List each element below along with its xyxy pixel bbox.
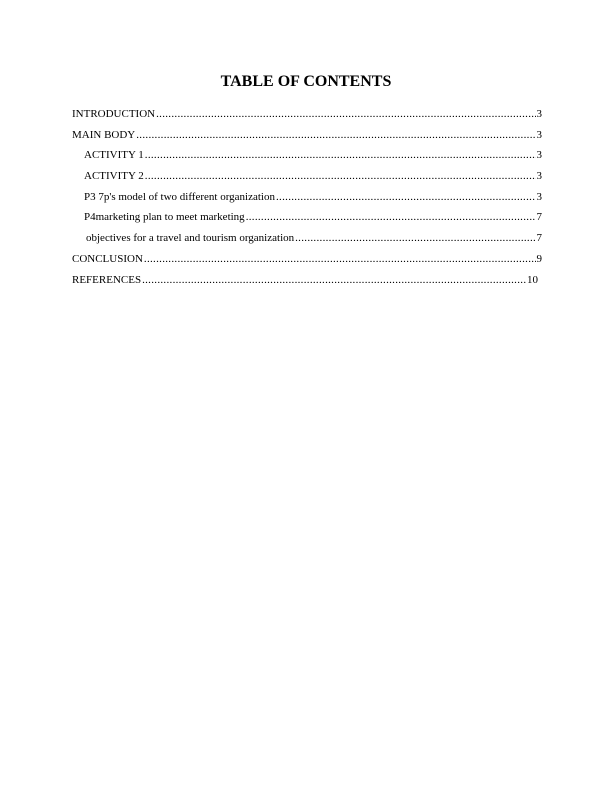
toc-entry-label: objectives for a travel and tourism organization (86, 232, 295, 245)
toc-entry-introduction[interactable] (72, 104, 542, 125)
toc-entry-label: P3 7p's model of two different organization (84, 190, 275, 203)
toc-page-number: 10 (527, 273, 538, 286)
toc-dot-leader (136, 125, 535, 146)
toc-entry-p4[interactable] (72, 207, 542, 228)
toc-dot-leader (145, 145, 536, 166)
toc-entry-main-body[interactable] (72, 125, 542, 146)
toc-entry-objectives[interactable] (72, 228, 542, 249)
toc-dot-leader (295, 228, 535, 249)
toc-page-number: 7 (536, 211, 542, 224)
toc-dot-leader (246, 207, 536, 228)
toc-page-number: 7 (536, 232, 542, 245)
toc-entry-label: INTRODUCTION (72, 108, 156, 120)
toc-entry-label: MAIN BODY (72, 128, 136, 141)
toc-page-number: 3 (536, 190, 542, 203)
toc-dot-leader (276, 187, 536, 208)
toc-dot-leader (144, 249, 536, 270)
toc-page-number: 3 (536, 108, 542, 120)
toc-dot-leader (156, 104, 535, 125)
toc-entry-label: ACTIVITY 1 (84, 149, 144, 162)
toc-list (72, 104, 542, 290)
toc-entry-activity-1[interactable] (72, 145, 542, 166)
toc-page-number: 3 (536, 170, 542, 183)
toc-dot-leader (142, 270, 526, 291)
toc-entry-label: CONCLUSION (72, 252, 143, 265)
toc-entry-label: P4marketing plan to meet marketing (84, 211, 245, 224)
toc-entry-label: REFERENCES (72, 273, 142, 286)
toc-page-number: 9 (536, 252, 542, 265)
toc-entry-activity-2[interactable] (72, 166, 542, 187)
toc-entry-label: ACTIVITY 2 (84, 170, 144, 183)
toc-entry-p3[interactable] (72, 187, 542, 208)
toc-page-number: 3 (536, 149, 542, 162)
toc-page-number: 3 (536, 128, 542, 141)
toc-entry-references[interactable] (72, 270, 538, 291)
page-title: TABLE OF CONTENTS (220, 73, 392, 90)
toc-entry-conclusion[interactable] (72, 249, 542, 270)
toc-dot-leader (145, 166, 536, 187)
